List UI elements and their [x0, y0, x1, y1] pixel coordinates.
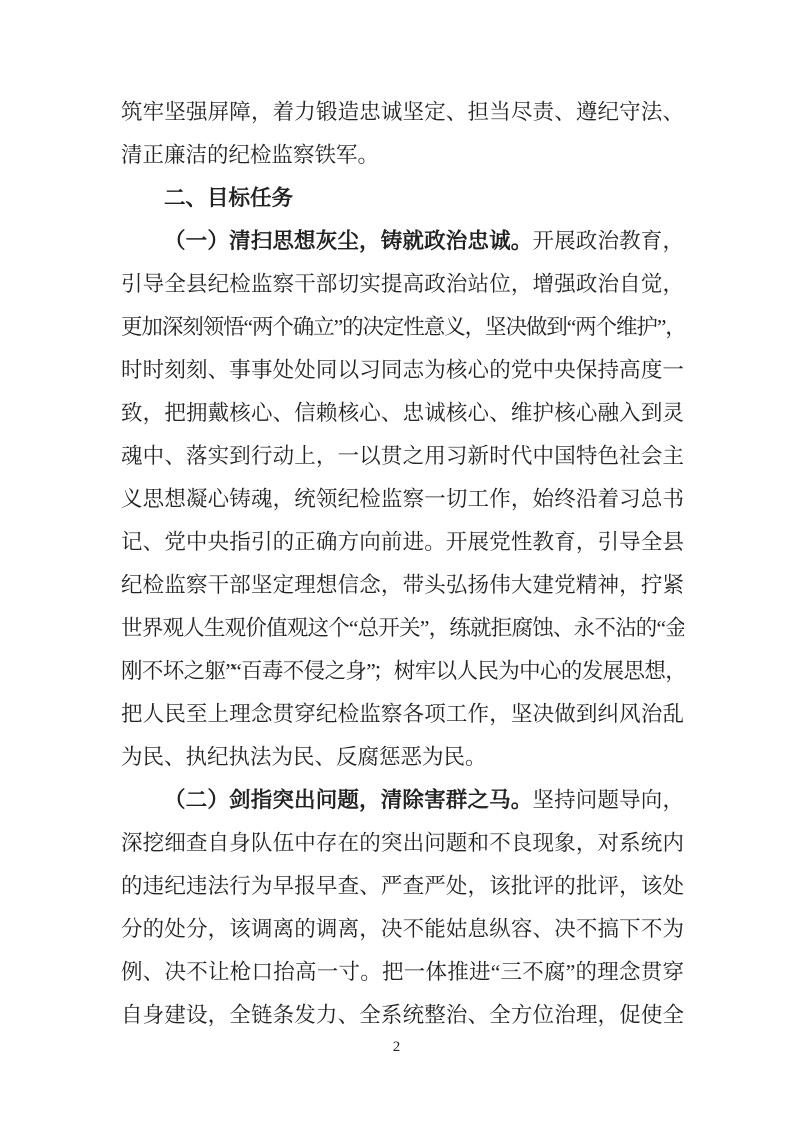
document-line — [121, 521, 684, 564]
document-line — [121, 908, 684, 951]
section-heading — [121, 177, 684, 220]
document-body — [121, 91, 684, 1037]
line-text: 记、党中央指引的正确方向前进。开展党性教育，引导全县 — [121, 530, 684, 554]
line-text: 引导全县纪检监察干部切实提高政治站位，增强政治自觉， — [121, 272, 684, 296]
line-text: 时时刻刻、事事处处同以习同志为核心的党中央保持高度一 — [121, 358, 684, 382]
document-line — [121, 435, 684, 478]
line-text: 义思想凝心铸魂，统领纪检监察一切工作，始终沿着习总书 — [121, 487, 684, 511]
document-line — [121, 306, 684, 349]
line-text: 为民、执纪执法为民、反腐惩恶为民。 — [121, 745, 487, 769]
heading-text: 二、目标任务 — [164, 186, 294, 210]
document-line — [121, 736, 684, 779]
line-text: 坚持问题导向， — [532, 788, 684, 812]
subsection-lead-bold: （一）清扫思想灰尘，铸就政治忠诚。 — [164, 229, 533, 253]
line-text: 把人民至上理念贯穿纪检监察各项工作，坚决做到纠风治乱 — [121, 702, 684, 726]
line-text: 致，把拥戴核心、信赖核心、忠诚核心、维护核心融入到灵 — [121, 401, 684, 425]
document-line — [121, 994, 684, 1037]
line-text: 刚不坏之躯”“百毒不侵之身”；树牢以人民为中心的发展思想， — [121, 659, 684, 683]
document-line — [121, 779, 684, 822]
document-line — [121, 607, 684, 650]
subsection-lead-bold: （二）剑指突出问题，清除害群之马。 — [164, 788, 533, 812]
document-line — [121, 349, 684, 392]
document-line — [121, 650, 684, 693]
document-line — [121, 951, 684, 994]
line-text: 筑牢坚强屏障，着力锻造忠诚坚定、担当尽责、遵纪守法、 — [121, 100, 684, 124]
document-line — [121, 865, 684, 908]
document-line — [121, 392, 684, 435]
line-text: 例、决不让枪口抬高一寸。把一体推进“三不腐”的理念贯穿 — [121, 960, 684, 984]
line-text: 开展政治教育， — [532, 229, 684, 253]
document-line — [121, 91, 684, 134]
document-line — [121, 220, 684, 263]
line-text: 自身建设，全链条发力、全系统整治、全方位治理，促使全 — [121, 1003, 684, 1027]
document-line — [121, 693, 684, 736]
document-line — [121, 822, 684, 865]
line-text: 纪检监察干部坚定理想信念，带头弘扬伟大建党精神，拧紧 — [121, 573, 684, 597]
line-text: 分的处分，该调离的调离，决不能姑息纵容、决不搞下不为 — [121, 917, 684, 941]
line-text: 世界观人生观价值观这个“总开关”，练就拒腐蚀、永不沾的“金 — [121, 616, 684, 640]
page-number: 2 — [392, 1039, 401, 1055]
document-line — [121, 564, 684, 607]
line-text: 清正廉洁的纪检监察铁军。 — [121, 143, 380, 167]
document-line — [121, 478, 684, 521]
line-text: 魂中、落实到行动上，一以贯之用习新时代中国特色社会主 — [121, 444, 684, 468]
line-text: 更加深刻领悟“两个确立”的决定性意义，坚决做到“两个维护”， — [121, 315, 684, 339]
document-line — [121, 134, 684, 177]
document-line — [121, 263, 684, 306]
line-text: 深挖细查自身队伍中存在的突出问题和不良现象，对系统内 — [121, 831, 684, 855]
line-text: 的违纪违法行为早报早查、严查严处，该批评的批评，该处 — [121, 874, 684, 898]
